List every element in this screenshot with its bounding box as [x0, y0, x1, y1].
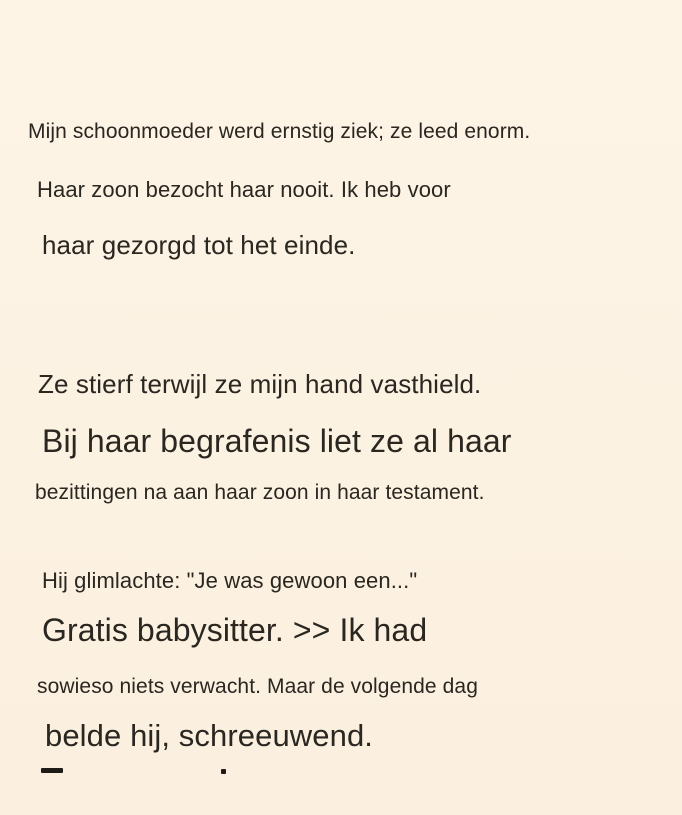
caption-line-2: Haar zoon bezocht haar nooit. Ik heb voor	[37, 177, 451, 202]
caption-line-8: Gratis babysitter. >> Ik had	[42, 612, 428, 648]
caption-line-6: bezittingen na aan haar zoon in haar testament.	[35, 481, 485, 504]
caption-line-1: Mijn schoonmoeder werd ernstig ziek; ze leed enorm.	[28, 120, 531, 143]
cut-off-text-fragment-dot	[221, 769, 226, 774]
caption-line-5: Bij haar begrafenis liet ze al haar	[42, 423, 512, 459]
cut-off-text-fragment	[41, 768, 63, 773]
caption-line-3: haar gezorgd tot het einde.	[42, 230, 356, 260]
caption-line-9: sowieso niets verwacht. Maar de volgende dag	[37, 675, 478, 698]
caption-line-10: belde hij, schreeuwend.	[45, 718, 374, 753]
caption-line-7: Hij glimlachte: "Je was gewoon een..."	[42, 568, 418, 593]
caption-line-4: Ze stierf terwijl ze mijn hand vasthield.	[38, 369, 482, 399]
